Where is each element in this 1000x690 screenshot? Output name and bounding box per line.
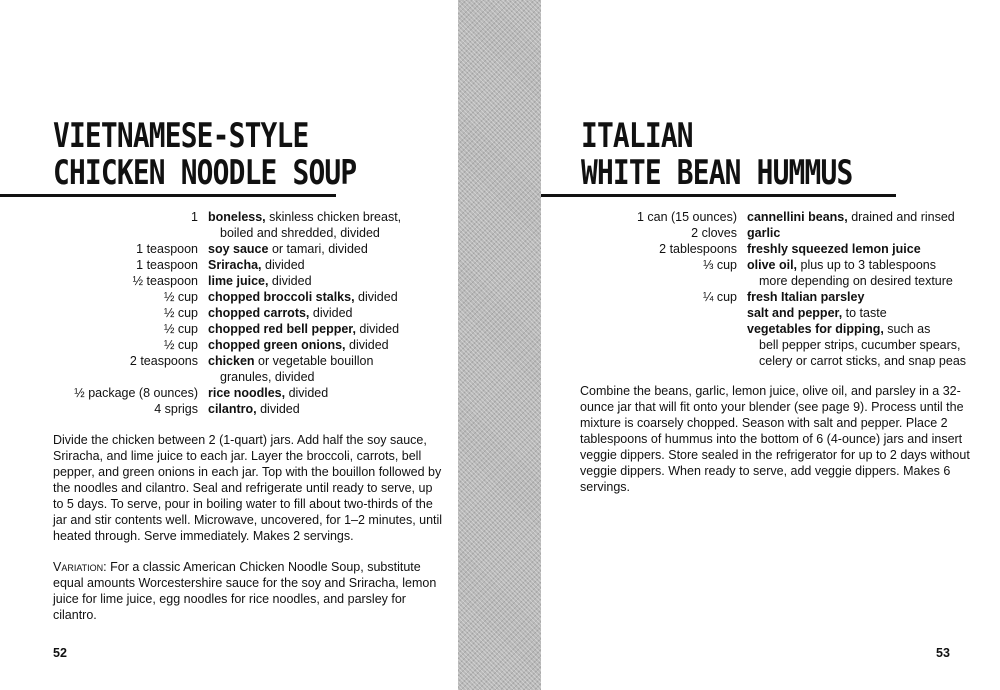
ingredient-key: salt and pepper, xyxy=(747,306,843,320)
left-page xyxy=(0,0,458,690)
variation-note xyxy=(53,559,443,623)
ingredient-name xyxy=(208,241,438,257)
page-number-right: 53 xyxy=(936,646,950,660)
ingredient-key: soy sauce xyxy=(208,242,269,256)
ingredient-continuation: granules, divided xyxy=(220,370,315,384)
ingredient-detail: divided xyxy=(285,386,329,400)
variation-text: For a classic American Chicken Noodle Soup, substitute equal amounts Worcestershire sauce for the soy and Sriracha, lemon juice for lime juice, egg noodles for rice noodles, and parsley for cilantro. xyxy=(53,560,437,622)
ingredient-amount: ¼ cup xyxy=(702,290,737,304)
ingredient-row xyxy=(561,305,986,321)
ingredient-name xyxy=(208,321,438,337)
ingredient-row xyxy=(30,385,450,401)
ingredient-continuation: boiled and shredded, divided xyxy=(220,226,380,240)
ingredient-amount: ½ cup xyxy=(163,322,198,336)
ingredient-name xyxy=(747,321,987,369)
ingredient-amount: 4 sprigs xyxy=(154,402,198,416)
ingredient-row xyxy=(561,209,986,225)
ingredient-row xyxy=(30,353,450,385)
ingredient-detail: or tamari, divided xyxy=(268,242,368,256)
ingredient-key: rice noodles, xyxy=(208,386,286,400)
ingredient-key: cannellini beans, xyxy=(747,210,848,224)
ingredient-row xyxy=(30,401,450,417)
ingredient-row xyxy=(561,241,986,257)
book-gutter xyxy=(458,0,541,690)
ingredient-name xyxy=(208,353,438,385)
ingredient-amount: ½ package (8 ounces) xyxy=(74,386,198,400)
ingredient-name xyxy=(747,225,987,241)
ingredient-row xyxy=(30,337,450,353)
ingredient-amount: 2 tablespoons xyxy=(659,242,737,256)
ingredient-row xyxy=(561,225,986,241)
ingredient-row xyxy=(30,321,450,337)
ingredient-amount: ⅓ cup xyxy=(702,258,737,272)
ingredient-detail: to taste xyxy=(842,306,887,320)
ingredient-list-left xyxy=(30,209,450,417)
ingredient-continuation: bell pepper strips, cucumber spears, celery or carrot sticks, and snap peas xyxy=(759,338,967,368)
ingredient-name xyxy=(208,273,438,289)
ingredient-continuation: more depending on desired texture xyxy=(759,274,953,288)
ingredient-amount: ½ teaspoon xyxy=(132,274,198,288)
ingredient-name xyxy=(747,289,987,305)
ingredient-amount: 1 teaspoon xyxy=(136,242,198,256)
ingredient-row xyxy=(561,257,986,289)
title-line: ITALIAN xyxy=(581,116,693,156)
ingredient-amount: ½ cup xyxy=(163,338,198,352)
recipe-title-right xyxy=(581,118,852,192)
ingredient-amount: 1 teaspoon xyxy=(136,258,198,272)
ingredient-detail: or vegetable bouillon xyxy=(254,354,374,368)
ingredient-name xyxy=(208,385,438,401)
ingredient-list-right xyxy=(561,209,986,369)
title-rule xyxy=(0,194,336,197)
ingredient-row xyxy=(561,289,986,305)
ingredient-detail: skinless chicken breast, xyxy=(265,210,402,224)
ingredient-name xyxy=(208,305,438,321)
ingredient-key: lime juice, xyxy=(208,274,269,288)
recipe-title-left xyxy=(53,118,356,192)
ingredient-amount xyxy=(561,305,747,321)
ingredient-detail: drained and rinsed xyxy=(847,210,955,224)
ingredient-name xyxy=(208,289,438,305)
ingredient-name xyxy=(208,401,438,417)
title-line: CHICKEN NOODLE SOUP xyxy=(53,153,357,193)
ingredient-detail: divided xyxy=(261,258,305,272)
variation-label: Variation: xyxy=(53,560,107,574)
ingredient-row xyxy=(30,305,450,321)
right-page xyxy=(541,0,1000,690)
ingredient-name xyxy=(747,305,987,321)
ingredient-row xyxy=(30,241,450,257)
ingredient-row xyxy=(30,209,450,241)
title-line: WHITE BEAN HUMMUS xyxy=(581,153,853,193)
ingredient-amount: ½ cup xyxy=(163,306,198,320)
ingredient-row xyxy=(30,289,450,305)
ingredient-detail: divided xyxy=(354,290,398,304)
ingredient-key: chopped green onions, xyxy=(208,338,346,352)
ingredient-key: olive oil, xyxy=(747,258,798,272)
instructions-right: Combine the beans, garlic, lemon juice, olive oil, and parsley in a 32-ounce jar that will fit onto your blender (see page 9). Process until the mixture is coarsely chopped. Season with salt and pepper. Place 2 tablespoons of hummus into the bottom of 6 (4-ounce) jars and insert veggie dippers. Store sealed in the refrigerator for up to 2 days without veggie dippers. When ready to serve, add veggie dippers. Makes 6 servings. xyxy=(580,384,970,494)
ingredient-name xyxy=(747,241,987,257)
ingredient-row xyxy=(30,257,450,273)
ingredient-name xyxy=(747,257,987,289)
title-rule xyxy=(541,194,896,197)
ingredient-amount: 2 teaspoons xyxy=(129,354,198,368)
ingredient-detail: divided xyxy=(309,306,353,320)
ingredient-amount xyxy=(561,321,747,369)
ingredient-name xyxy=(208,337,438,353)
ingredient-name xyxy=(208,209,438,241)
ingredient-amount: 2 cloves xyxy=(691,226,737,240)
ingredient-key: chopped red bell pepper, xyxy=(208,322,356,336)
ingredient-detail: plus up to 3 tablespoons xyxy=(797,258,937,272)
ingredient-name xyxy=(208,257,438,273)
ingredient-key: cilantro, xyxy=(208,402,257,416)
ingredient-amount: 1 xyxy=(191,210,198,224)
ingredient-key: boneless, xyxy=(208,210,266,224)
ingredient-key: chopped broccoli stalks, xyxy=(208,290,355,304)
ingredient-detail: divided xyxy=(256,402,300,416)
ingredient-amount: ½ cup xyxy=(163,290,198,304)
ingredient-key: Sriracha, xyxy=(208,258,262,272)
ingredient-name xyxy=(747,209,987,225)
ingredient-amount: 1 can (15 ounces) xyxy=(636,210,737,224)
ingredient-detail: divided xyxy=(345,338,389,352)
ingredient-key: garlic xyxy=(747,226,781,240)
ingredient-detail: such as xyxy=(883,322,931,336)
ingredient-row xyxy=(30,273,450,289)
ingredient-row xyxy=(561,321,986,369)
ingredient-key: chopped carrots, xyxy=(208,306,310,320)
ingredient-key: fresh Italian parsley xyxy=(747,290,865,304)
title-line: VIETNAMESE-STYLE xyxy=(53,116,309,156)
ingredient-key: freshly squeezed lemon juice xyxy=(747,242,921,256)
ingredient-key: chicken xyxy=(208,354,255,368)
instructions-left: Divide the chicken between 2 (1-quart) jars. Add half the soy sauce, Sriracha, and lime juice to each jar. Layer the broccoli, carrots, bell pepper, and green onions in each jar. Top with the bouillon followed by the noodles and cilantro. Seal and refrigerate until ready to serve, up to 5 days. To serve, pour in boiling water to fill about two-thirds of the jar and stir contents well. Microwave, uncovered, for 1–2 minutes, until heated through. Serve immediately. Makes 2 servings. xyxy=(53,433,443,543)
ingredient-detail: divided xyxy=(355,322,400,336)
ingredient-key: vegetables for dipping, xyxy=(747,322,884,336)
page-number-left: 52 xyxy=(53,646,67,660)
ingredient-detail: divided xyxy=(268,274,312,288)
